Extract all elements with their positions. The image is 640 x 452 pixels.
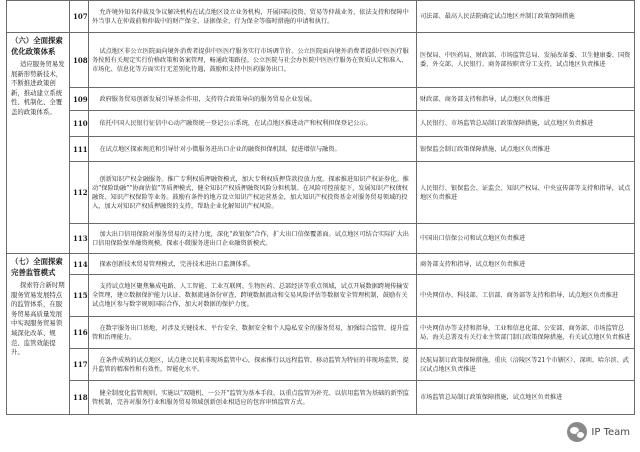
dept-cell: 商务部支持和指导，试点地区负责推进 — [417, 254, 635, 275]
table-row — [7, 275, 635, 317]
row-number: 109 — [70, 88, 89, 111]
table-row — [7, 349, 635, 381]
row-number: 113 — [70, 224, 89, 254]
row-number: 108 — [70, 33, 89, 88]
wechat-icon — [567, 422, 587, 442]
dept-cell: 财政部、商务部支持和指导，试点地区负责推进 — [417, 88, 635, 111]
measure-cell: 允许境外知名仲裁及争议解决机构在试点地区设立业务机构，开展国际投资、贸易等仲裁业务，依法支持和保障中外当事人在仲裁前和仲裁中的财产保全、证据保全、行为保全等临时措施的申请和执行。 — [89, 1, 417, 33]
row-number: 115 — [70, 275, 89, 317]
category-desc: 适应服务贸易发展新形势新技术，不断推进政策创新，推动建立系统性、机制化、全覆盖的政策体系。 — [11, 60, 65, 116]
row-number: 116 — [70, 317, 89, 349]
table-row — [7, 111, 635, 137]
dept-cell: 中国出口信保公司和试点地区负责推进 — [417, 224, 635, 254]
measure-cell: 创新知识产权金融服务。推广专利权质押融资模式，加大专利权质押贷款投放力度。探索推进知识产权证券化。推动“保险助融”“协商估值”等质押模式，健全知识产权质押融资风险分担机制。在风险可控前提下，发展知识产权债权融资、知识产权保险等业务。鼓励有条件的地方设立知识产权运营基金，加大知识产权投资基金对服务贸易领域的投入，加大对知识产权质押融资的支持，帮助企业化解知识产权风险。 — [89, 162, 417, 224]
row-number: 110 — [70, 111, 89, 137]
dept-cell: 银保监会制订政策保障措施，试点地区负责推进 — [417, 137, 635, 162]
measure-cell: 加大出口信用保险对服务贸易的支持力度，深化“政银保”合作，扩大出口信保覆盖面。试点地区可结合实际扩大出口信用保险保单融资规模，探索小微服务进出口企业融资新模式。 — [89, 224, 417, 254]
watermark-text: IP Team — [591, 426, 630, 438]
table-row — [7, 33, 635, 88]
table-row — [7, 162, 635, 224]
measure-cell: 健全制度化监管规则，实施以“双随机、一公开”监管为基本手段、以重点监管为补充、以信用监管为基础的新型监管机制，完善对服务行业和服务贸易领域创新创业相适应的包容审慎监管方式。 — [89, 381, 417, 415]
measure-cell: 探索创新技术贸易管理模式，完善技术进出口监测体系。 — [89, 254, 417, 275]
policy-table — [6, 0, 635, 415]
dept-cell: 医保局、中医药局、财政部、市场监管总局、发展改革委、卫生健康委、国资委、外交部、人民银行、商务部按职责分工支持，试点地区负责推进 — [417, 33, 635, 88]
dept-cell: 中央网信办等支持和指导，工业和信息化部、公安部、商务部、市场监管总局、海关总署及有关行业主管部门制订政策保障措施，有关试点地区负责推进 — [417, 317, 635, 349]
measure-cell: 依托中国人民银行征信中心动产融资统一登记公示系统，在试点地区推进动产和权利担保登记公示。 — [89, 111, 417, 137]
watermark — [567, 422, 630, 442]
measure-cell: 在试点地区探索规范和引导针对小微服务进出口企业的融资担保机制，促进增信与融资。 — [89, 137, 417, 162]
dept-cell: 人民银行、市场监管总局制订政策保障措施，试点地区负责推进 — [417, 111, 635, 137]
row-number: 111 — [70, 137, 89, 162]
table-row — [7, 224, 635, 254]
dept-cell: 市场监管总局制订政策保障措施，试点地区负责推进 — [417, 381, 635, 415]
row-number: 107 — [70, 1, 89, 33]
row-number: 114 — [70, 254, 89, 275]
category-title: （七）全面探索完善监管模式 — [11, 257, 63, 277]
table-row — [7, 137, 635, 162]
table-row — [7, 381, 635, 415]
dept-cell: 中央网信办、科技部、工信部、商务部等支持和指导，试点地区负责推进 — [417, 275, 635, 317]
measure-cell: 在条件成熟的试点地区，试点建立民航非现场监管中心，探索推行以远程监管、移动监管为特征的非现场监管，提升监管的精准性和有效性，智能化水平。 — [89, 349, 417, 381]
dept-cell: 民航局制订政策保障措施，重庆（涪陵区等21个市辖区）、深圳、哈尔滨、武汉试点地区负责推进 — [417, 349, 635, 381]
table-row — [7, 254, 635, 275]
dept-cell: 人民银行、银保监会、证监会、知识产权局、中央宣传部等支持和指导，试点地区负责推进 — [417, 162, 635, 224]
measure-cell: 在数字服务出口基地，对涉及关键技术、平台安全、数据安全和个人隐私安全的服务贸易，加强综合监管，提升监管和治理能力。 — [89, 317, 417, 349]
table-row — [7, 317, 635, 349]
table-row — [7, 88, 635, 111]
category-cell-6 — [7, 33, 70, 254]
row-number: 118 — [70, 381, 89, 415]
row-number: 112 — [70, 162, 89, 224]
row-number: 117 — [70, 349, 89, 381]
dept-cell: 司法部、最高人民法院确定试点地区并制订政策保障措施 — [417, 1, 635, 33]
measure-cell: 试点地区非公立医院面向境外消费者提供中医医疗服务实行市场调节价。公立医院面向境外消费者提供中医医疗服务按照有关规定实行价格政策和备案管理，畅通政策路径。公立医院与社会办医院中医医疗服务在资质认定和准入、市场化、信息化等方面实行无差别化待遇，鼓励和支持中医药服务出口。 — [89, 33, 417, 88]
category-cell-7 — [7, 254, 70, 415]
measure-cell: 支持试点地区聚焦集成电路、人工智能、工业互联网、生物医药、总部经济等重点领域，试点开展数据跨境传输安全管理，建立数据保护能力认证、数据流通备份审查、跨境数据流动和交易风险评估等数据安全管理机制，鼓励有关试点地区参与数字规则国际合作，加大对数据的保护力度。 — [89, 275, 417, 317]
measure-cell: 政府服务贸易创新发展引导基金作用，支持符合政策导向的服务贸易企业发展。 — [89, 88, 417, 111]
table-row — [7, 1, 635, 33]
category-title: （六）全面探索优化政策体系 — [11, 36, 63, 56]
category-desc: 探索符合新时期服务贸易发展特点的监管体系，在服务贸易高质量发展中实现服务贸易领域深化改革、规范、监管效能提升。 — [11, 281, 65, 357]
